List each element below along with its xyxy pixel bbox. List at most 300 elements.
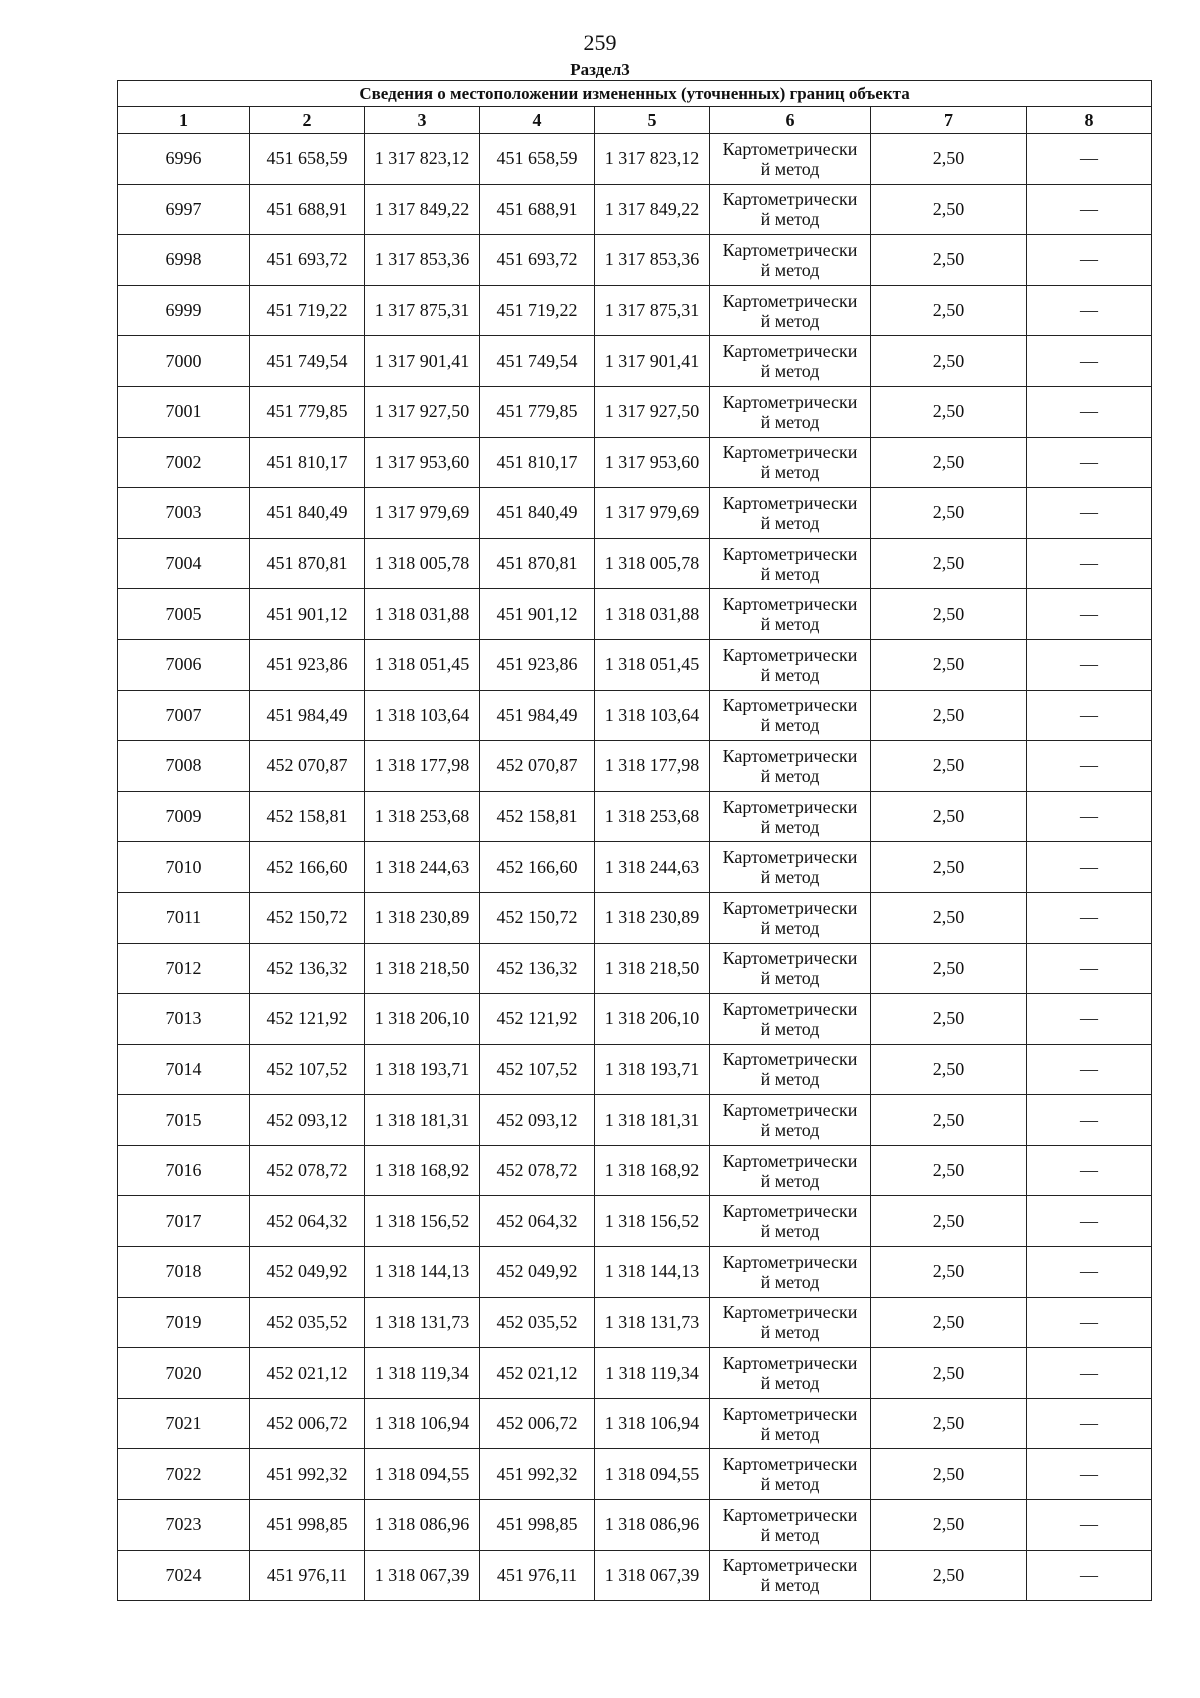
accuracy-cell: 2,50: [871, 589, 1027, 640]
y-old-cell: 1 318 106,94: [365, 1398, 480, 1449]
method-text-line-2: й метод: [760, 411, 820, 432]
y-old-cell: 1 317 849,22: [365, 184, 480, 235]
y-new-cell: 1 317 953,60: [595, 437, 710, 488]
method-text-line-2: й метод: [760, 1423, 820, 1444]
method-text-line-2: й метод: [760, 664, 820, 685]
method-text-line-2: й метод: [760, 1221, 820, 1242]
y-new-cell: 1 318 218,50: [595, 943, 710, 994]
y-old-cell: 1 318 144,13: [365, 1247, 480, 1298]
x-new-cell: 452 021,12: [480, 1348, 595, 1399]
method-text-line-1: Картометрически: [722, 847, 858, 868]
x-old-cell: 451 901,12: [250, 589, 365, 640]
point-number-cell: 6997: [118, 184, 250, 235]
y-old-cell: 1 318 244,63: [365, 842, 480, 893]
method-text-line-1: Картометрически: [722, 1353, 858, 1374]
method-text-line-2: й метод: [760, 816, 820, 837]
table-row: [118, 690, 1152, 741]
table-row: [118, 791, 1152, 842]
column-header: 8: [1027, 107, 1152, 134]
method-cell: [710, 285, 871, 336]
description-cell: —: [1027, 1348, 1152, 1399]
y-new-cell: 1 318 119,34: [595, 1348, 710, 1399]
accuracy-cell: 2,50: [871, 842, 1027, 893]
x-new-cell: 452 064,32: [480, 1196, 595, 1247]
method-cell: [710, 892, 871, 943]
description-cell: —: [1027, 1398, 1152, 1449]
y-new-cell: 1 318 230,89: [595, 892, 710, 943]
description-cell: —: [1027, 994, 1152, 1045]
x-new-cell: 452 070,87: [480, 741, 595, 792]
description-cell: —: [1027, 791, 1152, 842]
table-row: [118, 235, 1152, 286]
y-old-cell: 1 318 031,88: [365, 589, 480, 640]
y-new-cell: 1 318 103,64: [595, 690, 710, 741]
x-old-cell: 452 035,52: [250, 1297, 365, 1348]
x-new-cell: 452 049,92: [480, 1247, 595, 1298]
table-row: [118, 842, 1152, 893]
y-new-cell: 1 317 875,31: [595, 285, 710, 336]
section-label: Раздел3: [570, 60, 630, 79]
y-new-cell: 1 318 244,63: [595, 842, 710, 893]
x-old-cell: 451 870,81: [250, 538, 365, 589]
x-new-cell: 451 719,22: [480, 285, 595, 336]
table-row: [118, 589, 1152, 640]
x-old-cell: 452 166,60: [250, 842, 365, 893]
x-old-cell: 452 070,87: [250, 741, 365, 792]
method-cell: [710, 1500, 871, 1551]
coordinates-table: [117, 80, 1152, 1601]
method-text-line-2: й метод: [760, 1373, 820, 1394]
method-cell: [710, 1196, 871, 1247]
method-cell: [710, 184, 871, 235]
method-text-line-1: Картометрически: [722, 239, 858, 260]
method-text-line-1: Картометрически: [722, 594, 858, 615]
x-new-cell: 452 158,81: [480, 791, 595, 842]
method-text-line-1: Картометрически: [722, 442, 858, 463]
x-old-cell: 451 992,32: [250, 1449, 365, 1500]
y-new-cell: 1 318 206,10: [595, 994, 710, 1045]
method-cell: [710, 1550, 871, 1601]
method-text-line-1: Картометрически: [722, 543, 858, 564]
column-header: 2: [250, 107, 365, 134]
method-cell: [710, 994, 871, 1045]
point-number-cell: 7006: [118, 639, 250, 690]
table-row: [118, 741, 1152, 792]
column-header: 6: [710, 107, 871, 134]
description-cell: —: [1027, 336, 1152, 387]
point-number-cell: 7003: [118, 488, 250, 539]
accuracy-cell: 2,50: [871, 1247, 1027, 1298]
x-new-cell: 452 150,72: [480, 892, 595, 943]
y-old-cell: 1 318 005,78: [365, 538, 480, 589]
accuracy-cell: 2,50: [871, 134, 1027, 185]
x-old-cell: 451 984,49: [250, 690, 365, 741]
point-number-cell: 7002: [118, 437, 250, 488]
y-old-cell: 1 317 953,60: [365, 437, 480, 488]
x-new-cell: 452 107,52: [480, 1044, 595, 1095]
accuracy-cell: 2,50: [871, 488, 1027, 539]
method-cell: [710, 1095, 871, 1146]
x-old-cell: 451 749,54: [250, 336, 365, 387]
x-new-cell: 451 810,17: [480, 437, 595, 488]
accuracy-cell: 2,50: [871, 184, 1027, 235]
y-new-cell: 1 317 901,41: [595, 336, 710, 387]
method-text-line-2: й метод: [760, 1474, 820, 1495]
x-old-cell: 452 049,92: [250, 1247, 365, 1298]
table-body: [118, 134, 1152, 1601]
method-text-line-1: Картометрически: [722, 1150, 858, 1171]
table-row: [118, 184, 1152, 235]
y-old-cell: 1 317 823,12: [365, 134, 480, 185]
point-number-cell: 7008: [118, 741, 250, 792]
y-old-cell: 1 318 103,64: [365, 690, 480, 741]
x-old-cell: 451 840,49: [250, 488, 365, 539]
y-old-cell: 1 318 168,92: [365, 1145, 480, 1196]
method-text-line-1: Картометрически: [722, 1555, 858, 1576]
method-cell: [710, 1449, 871, 1500]
method-text-line-1: Картометрически: [722, 1504, 858, 1525]
method-text-line-2: й метод: [760, 361, 820, 382]
accuracy-cell: 2,50: [871, 1348, 1027, 1399]
method-text-line-2: й метод: [760, 614, 820, 635]
y-new-cell: 1 318 193,71: [595, 1044, 710, 1095]
method-text-line-2: й метод: [760, 715, 820, 736]
table-row: [118, 285, 1152, 336]
accuracy-cell: 2,50: [871, 386, 1027, 437]
column-header: 1: [118, 107, 250, 134]
x-old-cell: 451 810,17: [250, 437, 365, 488]
accuracy-cell: 2,50: [871, 690, 1027, 741]
y-old-cell: 1 318 067,39: [365, 1550, 480, 1601]
y-old-cell: 1 318 253,68: [365, 791, 480, 842]
x-new-cell: 451 901,12: [480, 589, 595, 640]
method-text-line-1: Картометрически: [722, 897, 858, 918]
x-old-cell: 452 136,32: [250, 943, 365, 994]
table-row: [118, 1196, 1152, 1247]
x-new-cell: 451 688,91: [480, 184, 595, 235]
accuracy-cell: 2,50: [871, 1095, 1027, 1146]
y-new-cell: 1 318 067,39: [595, 1550, 710, 1601]
x-old-cell: 451 719,22: [250, 285, 365, 336]
method-text-line-1: Картометрически: [722, 1201, 858, 1222]
method-cell: [710, 488, 871, 539]
description-cell: —: [1027, 639, 1152, 690]
x-new-cell: 452 121,92: [480, 994, 595, 1045]
description-cell: —: [1027, 1095, 1152, 1146]
description-cell: —: [1027, 1196, 1152, 1247]
table-row: [118, 892, 1152, 943]
point-number-cell: 7005: [118, 589, 250, 640]
accuracy-cell: 2,50: [871, 791, 1027, 842]
x-old-cell: 451 779,85: [250, 386, 365, 437]
method-cell: [710, 336, 871, 387]
table-row: [118, 639, 1152, 690]
x-old-cell: 451 693,72: [250, 235, 365, 286]
description-cell: —: [1027, 892, 1152, 943]
method-text-line-2: й метод: [760, 310, 820, 331]
description-cell: —: [1027, 741, 1152, 792]
y-new-cell: 1 318 156,52: [595, 1196, 710, 1247]
table-row: [118, 1247, 1152, 1298]
accuracy-cell: 2,50: [871, 639, 1027, 690]
accuracy-cell: 2,50: [871, 943, 1027, 994]
table-row: [118, 1297, 1152, 1348]
x-old-cell: 452 121,92: [250, 994, 365, 1045]
y-new-cell: 1 318 181,31: [595, 1095, 710, 1146]
point-number-cell: 7017: [118, 1196, 250, 1247]
point-number-cell: 6998: [118, 235, 250, 286]
method-text-line-2: й метод: [760, 209, 820, 230]
method-text-line-2: й метод: [760, 158, 820, 179]
point-number-cell: 7020: [118, 1348, 250, 1399]
table-row: [118, 1550, 1152, 1601]
method-text-line-1: Картометрически: [722, 695, 858, 716]
point-number-cell: 7022: [118, 1449, 250, 1500]
accuracy-cell: 2,50: [871, 1145, 1027, 1196]
accuracy-cell: 2,50: [871, 1297, 1027, 1348]
table-row: [118, 1449, 1152, 1500]
method-text-line-2: й метод: [760, 1018, 820, 1039]
accuracy-cell: 2,50: [871, 1449, 1027, 1500]
point-number-cell: 7004: [118, 538, 250, 589]
point-number-cell: 7023: [118, 1500, 250, 1551]
y-new-cell: 1 317 823,12: [595, 134, 710, 185]
method-cell: [710, 1044, 871, 1095]
y-old-cell: 1 318 193,71: [365, 1044, 480, 1095]
method-cell: [710, 842, 871, 893]
method-cell: [710, 943, 871, 994]
method-text-line-2: й метод: [760, 462, 820, 483]
point-number-cell: 7009: [118, 791, 250, 842]
method-text-line-2: й метод: [760, 1524, 820, 1545]
point-number-cell: 7007: [118, 690, 250, 741]
description-cell: —: [1027, 235, 1152, 286]
table-row: [118, 1398, 1152, 1449]
y-old-cell: 1 317 979,69: [365, 488, 480, 539]
method-cell: [710, 1398, 871, 1449]
method-cell: [710, 437, 871, 488]
x-new-cell: 451 693,72: [480, 235, 595, 286]
y-old-cell: 1 318 051,45: [365, 639, 480, 690]
description-cell: —: [1027, 437, 1152, 488]
table-row: [118, 488, 1152, 539]
column-header: 5: [595, 107, 710, 134]
x-new-cell: 452 093,12: [480, 1095, 595, 1146]
description-cell: —: [1027, 1145, 1152, 1196]
table-row: [118, 538, 1152, 589]
y-new-cell: 1 318 086,96: [595, 1500, 710, 1551]
method-text-line-2: й метод: [760, 1069, 820, 1090]
table-row: [118, 1348, 1152, 1399]
method-cell: [710, 589, 871, 640]
x-old-cell: 452 006,72: [250, 1398, 365, 1449]
y-old-cell: 1 317 875,31: [365, 285, 480, 336]
method-text-line-1: Картометрически: [722, 644, 858, 665]
table-caption: Сведения о местоположении измененных (уточненных) границ объекта: [118, 81, 1152, 107]
method-cell: [710, 690, 871, 741]
method-cell: [710, 134, 871, 185]
accuracy-cell: 2,50: [871, 1044, 1027, 1095]
x-new-cell: 451 840,49: [480, 488, 595, 539]
x-new-cell: 451 923,86: [480, 639, 595, 690]
description-cell: —: [1027, 538, 1152, 589]
column-header: 3: [365, 107, 480, 134]
y-old-cell: 1 318 177,98: [365, 741, 480, 792]
table-row: [118, 336, 1152, 387]
y-new-cell: 1 318 177,98: [595, 741, 710, 792]
x-new-cell: 451 976,11: [480, 1550, 595, 1601]
description-cell: —: [1027, 184, 1152, 235]
y-new-cell: 1 317 853,36: [595, 235, 710, 286]
column-header-row: [118, 107, 1152, 134]
method-text-line-2: й метод: [760, 512, 820, 533]
y-old-cell: 1 317 853,36: [365, 235, 480, 286]
accuracy-cell: 2,50: [871, 1398, 1027, 1449]
method-text-line-1: Картометрически: [722, 948, 858, 969]
point-number-cell: 7001: [118, 386, 250, 437]
method-text-line-1: Картометрически: [722, 189, 858, 210]
x-new-cell: 451 779,85: [480, 386, 595, 437]
point-number-cell: 7019: [118, 1297, 250, 1348]
table-row: [118, 943, 1152, 994]
accuracy-cell: 2,50: [871, 1500, 1027, 1551]
x-new-cell: 451 984,49: [480, 690, 595, 741]
x-new-cell: 452 006,72: [480, 1398, 595, 1449]
method-text-line-1: Картометрически: [722, 998, 858, 1019]
method-text-line-1: Картометрически: [722, 492, 858, 513]
point-number-cell: 7024: [118, 1550, 250, 1601]
y-new-cell: 1 318 144,13: [595, 1247, 710, 1298]
point-number-cell: 6999: [118, 285, 250, 336]
description-cell: —: [1027, 1500, 1152, 1551]
x-new-cell: 451 998,85: [480, 1500, 595, 1551]
description-cell: —: [1027, 488, 1152, 539]
method-text-line-2: й метод: [760, 867, 820, 888]
description-cell: —: [1027, 589, 1152, 640]
description-cell: —: [1027, 1449, 1152, 1500]
method-text-line-2: й метод: [760, 563, 820, 584]
method-cell: [710, 741, 871, 792]
x-new-cell: 452 166,60: [480, 842, 595, 893]
accuracy-cell: 2,50: [871, 336, 1027, 387]
y-new-cell: 1 318 253,68: [595, 791, 710, 842]
method-text-line-2: й метод: [760, 259, 820, 280]
method-text-line-1: Картометрически: [722, 341, 858, 362]
point-number-cell: 7014: [118, 1044, 250, 1095]
method-cell: [710, 1145, 871, 1196]
y-old-cell: 1 318 094,55: [365, 1449, 480, 1500]
y-new-cell: 1 318 168,92: [595, 1145, 710, 1196]
y-new-cell: 1 318 051,45: [595, 639, 710, 690]
x-old-cell: 451 998,85: [250, 1500, 365, 1551]
description-cell: —: [1027, 842, 1152, 893]
y-new-cell: 1 317 979,69: [595, 488, 710, 539]
y-old-cell: 1 318 218,50: [365, 943, 480, 994]
x-new-cell: 451 658,59: [480, 134, 595, 185]
accuracy-cell: 2,50: [871, 1550, 1027, 1601]
x-old-cell: 452 021,12: [250, 1348, 365, 1399]
y-old-cell: 1 318 156,52: [365, 1196, 480, 1247]
x-new-cell: 451 749,54: [480, 336, 595, 387]
x-old-cell: 451 658,59: [250, 134, 365, 185]
table-row: [118, 386, 1152, 437]
point-number-cell: 7016: [118, 1145, 250, 1196]
accuracy-cell: 2,50: [871, 285, 1027, 336]
x-old-cell: 451 976,11: [250, 1550, 365, 1601]
method-text-line-1: Картометрически: [722, 1049, 858, 1070]
x-old-cell: 452 107,52: [250, 1044, 365, 1095]
table-row: [118, 1145, 1152, 1196]
y-new-cell: 1 318 106,94: [595, 1398, 710, 1449]
x-new-cell: 451 870,81: [480, 538, 595, 589]
method-text-line-2: й метод: [760, 1120, 820, 1141]
method-text-line-2: й метод: [760, 1170, 820, 1191]
method-text-line-1: Картометрически: [722, 1251, 858, 1272]
accuracy-cell: 2,50: [871, 1196, 1027, 1247]
method-text-line-1: Картометрически: [722, 1403, 858, 1424]
method-text-line-2: й метод: [760, 1322, 820, 1343]
point-number-cell: 7000: [118, 336, 250, 387]
description-cell: —: [1027, 690, 1152, 741]
point-number-cell: 7018: [118, 1247, 250, 1298]
method-text-line-1: Картометрически: [722, 138, 858, 159]
y-old-cell: 1 318 181,31: [365, 1095, 480, 1146]
x-old-cell: 452 158,81: [250, 791, 365, 842]
x-old-cell: 452 064,32: [250, 1196, 365, 1247]
table-row: [118, 1044, 1152, 1095]
y-old-cell: 1 318 119,34: [365, 1348, 480, 1399]
description-cell: —: [1027, 1247, 1152, 1298]
method-text-line-1: Картометрически: [722, 1302, 858, 1323]
method-text-line-1: Картометрически: [722, 290, 858, 311]
x-new-cell: 452 078,72: [480, 1145, 595, 1196]
description-cell: —: [1027, 386, 1152, 437]
column-header: 7: [871, 107, 1027, 134]
point-number-cell: 6996: [118, 134, 250, 185]
table-row: [118, 437, 1152, 488]
table-row: [118, 994, 1152, 1045]
point-number-cell: 7011: [118, 892, 250, 943]
table-row: [118, 134, 1152, 185]
table-row: [118, 1500, 1152, 1551]
y-old-cell: 1 318 230,89: [365, 892, 480, 943]
method-text-line-1: Картометрически: [722, 796, 858, 817]
point-number-cell: 7010: [118, 842, 250, 893]
x-new-cell: 452 136,32: [480, 943, 595, 994]
description-cell: —: [1027, 1297, 1152, 1348]
accuracy-cell: 2,50: [871, 538, 1027, 589]
y-old-cell: 1 317 901,41: [365, 336, 480, 387]
method-text-line-1: Картометрически: [722, 745, 858, 766]
accuracy-cell: 2,50: [871, 437, 1027, 488]
x-new-cell: 452 035,52: [480, 1297, 595, 1348]
method-text-line-1: Картометрически: [722, 1454, 858, 1475]
y-old-cell: 1 318 131,73: [365, 1297, 480, 1348]
point-number-cell: 7015: [118, 1095, 250, 1146]
y-new-cell: 1 318 031,88: [595, 589, 710, 640]
description-cell: —: [1027, 1550, 1152, 1601]
method-text-line-2: й метод: [760, 968, 820, 989]
column-header: 4: [480, 107, 595, 134]
x-old-cell: 451 688,91: [250, 184, 365, 235]
x-new-cell: 451 992,32: [480, 1449, 595, 1500]
x-old-cell: 452 093,12: [250, 1095, 365, 1146]
x-old-cell: 452 150,72: [250, 892, 365, 943]
method-cell: [710, 235, 871, 286]
method-cell: [710, 639, 871, 690]
method-text-line-1: Картометрически: [722, 1100, 858, 1121]
method-cell: [710, 538, 871, 589]
